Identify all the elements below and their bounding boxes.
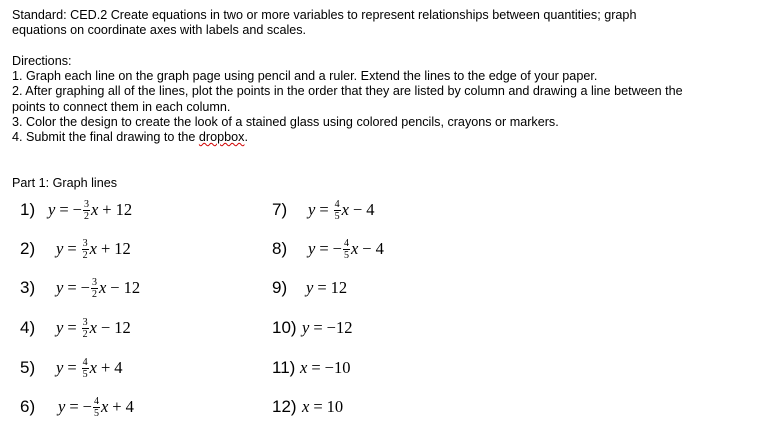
direction-2-line-1: 2. After graphing all of the lines, plot the points in the order that they are listed by column and drawing a line between the [12,84,683,98]
equation-11 [272,353,350,383]
equation-1 [20,195,132,225]
equation-label: 11) [272,358,296,377]
direction-1: 1. Graph each line on the graph page using pencil and a ruler. Extend the lines to the edge of your paper. [12,69,598,83]
equation-6 [20,392,134,422]
equation-label: 8) [272,239,288,258]
part1-title: Part 1: Graph lines [12,176,117,190]
slope-fraction: $\frac{4}{5}$ [93,395,99,419]
equation-label: 2) [20,239,36,258]
equation-expression: y = − $\frac{3}{2}$ x + 12 [48,198,133,222]
equation-expression: y = −12 [302,318,353,337]
slope-fraction: $\frac{3}{2}$ [82,316,88,340]
standard-line-1: Standard: CED.2 Create equations in two or more variables to represent relationships between quantities; graph [12,8,637,22]
equation-expression: y = $\frac{4}{5}$ x + 4 [56,356,123,380]
equation-label: 1) [20,200,36,219]
equation-expression: y = $\frac{3}{2}$ x − 12 [56,316,131,340]
direction-4-prefix: 4. Submit the final drawing to the [12,130,199,144]
equation-expression: x = −10 [300,358,351,377]
slope-sign: − [72,200,82,219]
equation-expression: y = − $\frac{4}{5}$ x − 4 [308,237,384,261]
slope-sign: − [82,397,92,416]
equation-7 [272,195,375,225]
equation-label: 10) [272,318,297,337]
equation-expression: y = − $\frac{3}{2}$ x − 12 [56,276,141,300]
equation-3 [20,273,140,303]
equation-expression: y = $\frac{3}{2}$ x + 12 [56,237,131,261]
equation-5 [20,353,123,383]
direction-3: 3. Color the design to create the look of a stained glass using colored pencils, crayons or markers. [12,115,559,129]
slope-sign: − [80,278,90,297]
equation-expression: y = 12 [306,278,348,297]
equation-expression: y = $\frac{4}{5}$ x − 4 [308,198,375,222]
equation-expression: x = 10 [302,397,344,416]
direction-4 [12,130,248,145]
slope-fraction: $\frac{3}{2}$ [82,237,88,261]
slope-fraction: $\frac{3}{2}$ [83,198,89,222]
slope-fraction: $\frac{4}{5}$ [343,237,349,261]
equation-label: 6) [20,397,36,416]
equation-12 [272,392,343,422]
slope-fraction: $\frac{4}{5}$ [82,356,88,380]
equation-label: 7) [272,200,288,219]
slope-fraction: $\frac{3}{2}$ [91,276,97,300]
equation-10 [272,313,352,343]
equation-label: 3) [20,278,36,297]
equation-4 [20,313,131,343]
equation-9 [272,273,347,303]
standard-line-2: equations on coordinate axes with labels and scales. [12,23,307,37]
equation-label: 9) [272,278,288,297]
equation-label: 5) [20,358,36,377]
equation-expression: y = − $\frac{4}{5}$ x + 4 [58,395,134,419]
equation-8 [272,234,384,264]
equation-label: 12) [272,397,297,416]
equation-2 [20,234,131,264]
dropbox-word: dropbox [198,130,245,144]
direction-2-line-2: points to connect them in each column. [12,100,231,114]
direction-4-suffix: . [244,130,248,144]
directions-title: Directions: [12,54,72,68]
equation-label: 4) [20,318,36,337]
slope-sign: − [332,239,342,258]
slope-fraction: $\frac{4}{5}$ [334,198,340,222]
